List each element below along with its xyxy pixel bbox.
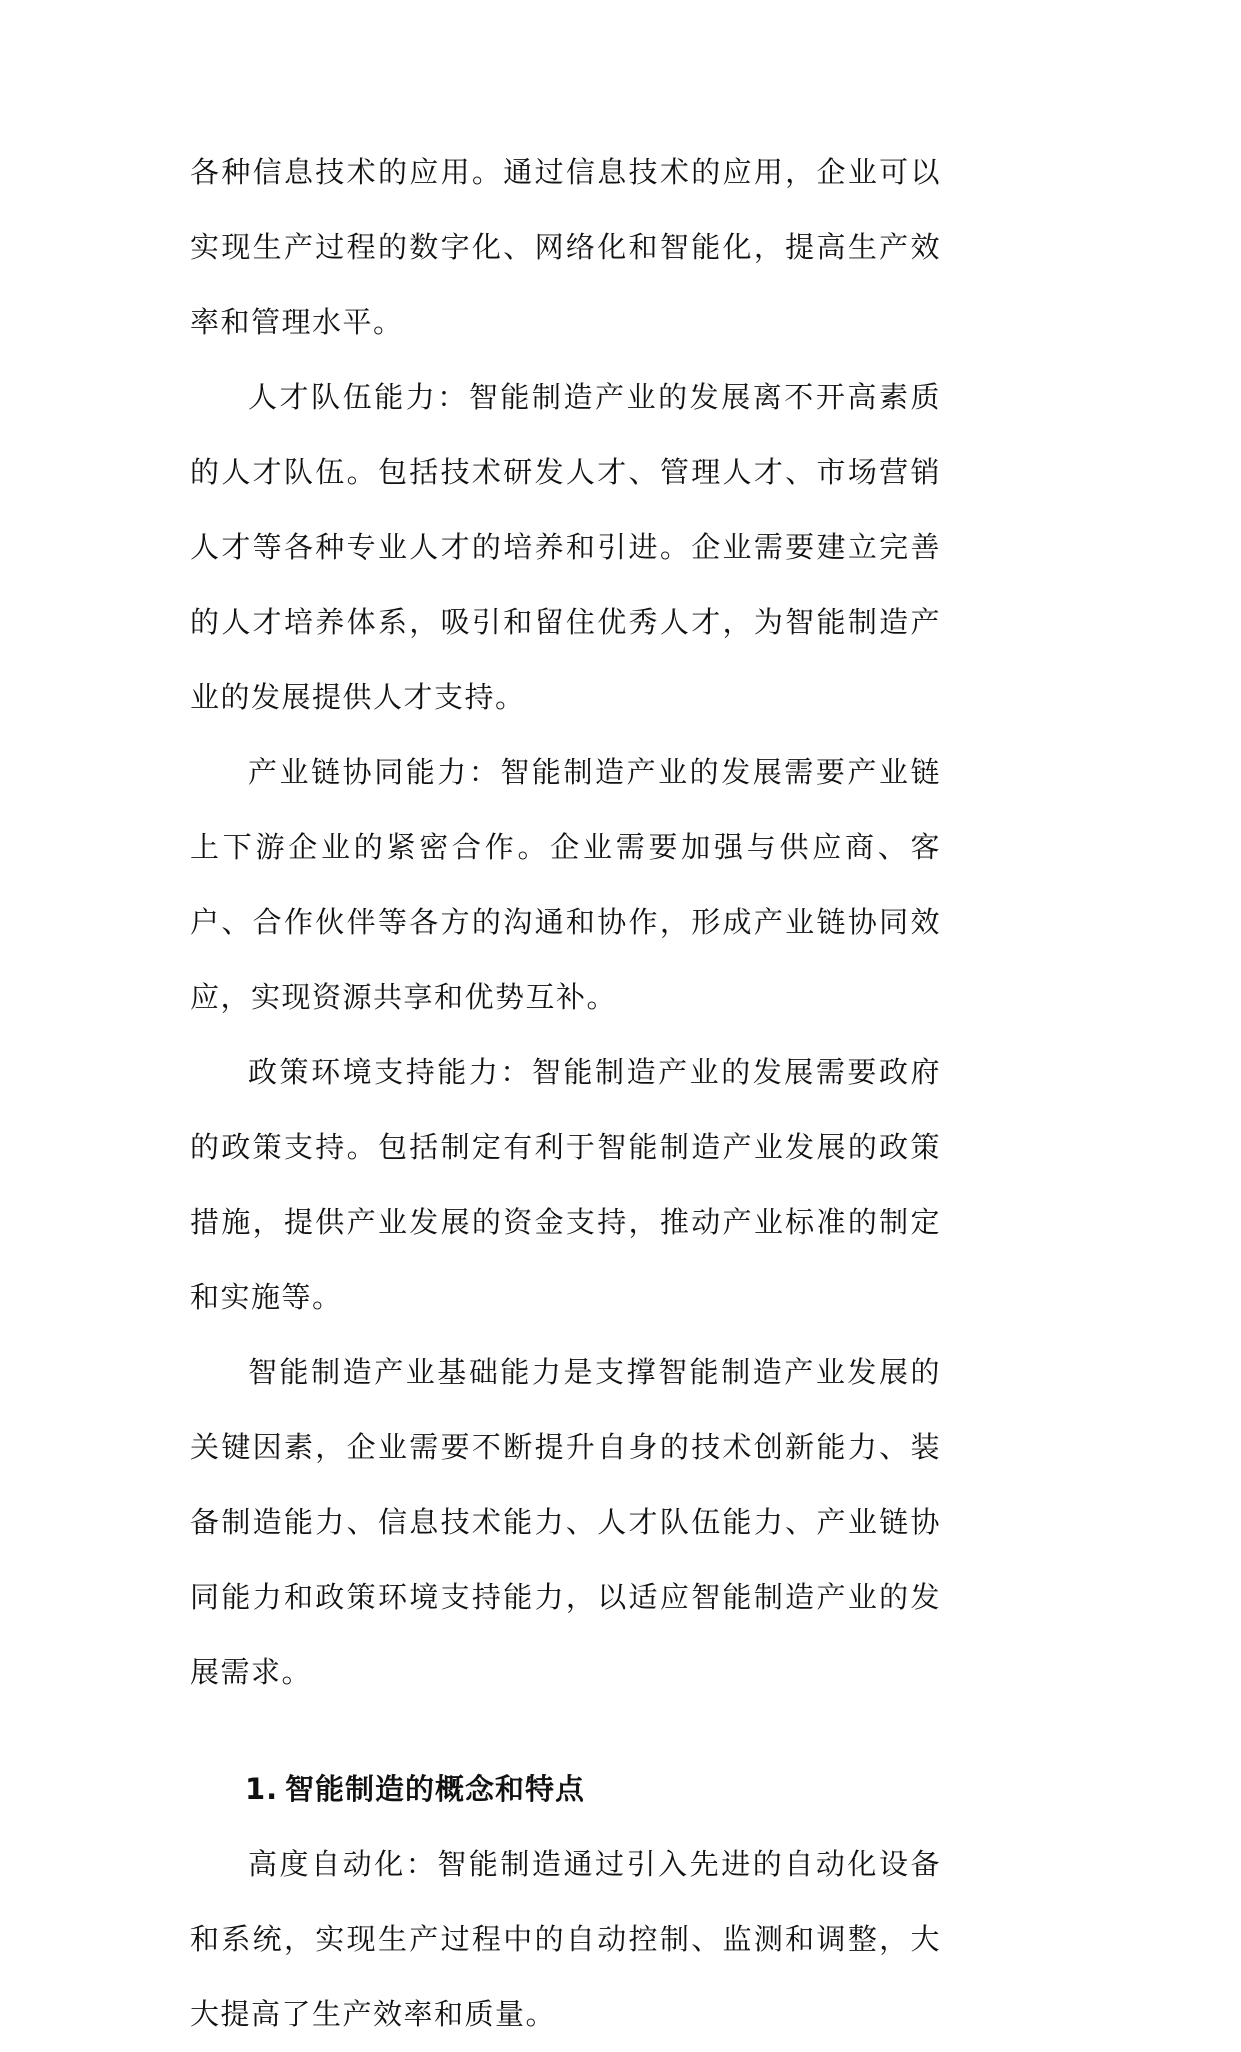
section-number: 1.: [245, 1772, 279, 1806]
paragraph-policy: 政策环境支持能力：智能制造产业的发展需要政府的政策支持。包括制定有利于智能制造产业发展的政策措施，提供产业发展的资金支持，推动产业标准的制定和实施等。: [190, 1055, 941, 1314]
paragraph-continued: 各种信息技术的应用。通过信息技术的应用，企业可以实现生产过程的数字化、网络化和智能化，提高生产效率和管理水平。: [190, 155, 941, 339]
section-heading: [190, 1752, 941, 1827]
section-title: 智能制造的概念和特点: [285, 1772, 586, 1806]
paragraph-summary: 智能制造产业基础能力是支撑智能制造产业发展的关键因素，企业需要不断提升自身的技术创新能力、装备制造能力、信息技术能力、人才队伍能力、产业链协同能力和政策环境支持能力，以适应智能制造产业的发展需求。: [190, 1355, 941, 1689]
paragraph-industry-chain: 产业链协同能力：智能制造产业的发展需要产业链上下游企业的紧密合作。企业需要加强与供应商、客户、合作伙伴等各方的沟通和协作，形成产业链协同效应，实现资源共享和优势互补。: [190, 755, 941, 1014]
paragraph-talent: 人才队伍能力：智能制造产业的发展离不开高素质的人才队伍。包括技术研发人才、管理人才、市场营销人才等各种专业人才的培养和引进。企业需要建立完善的人才培养体系，吸引和留住优秀人才，为智能制造产业的发展提供人才支持。: [190, 380, 941, 714]
paragraph-automation: 高度自动化：智能制造通过引入先进的自动化设备和系统，实现生产过程中的自动控制、监测和调整，大大提高了生产效率和质量。: [190, 1847, 941, 2031]
